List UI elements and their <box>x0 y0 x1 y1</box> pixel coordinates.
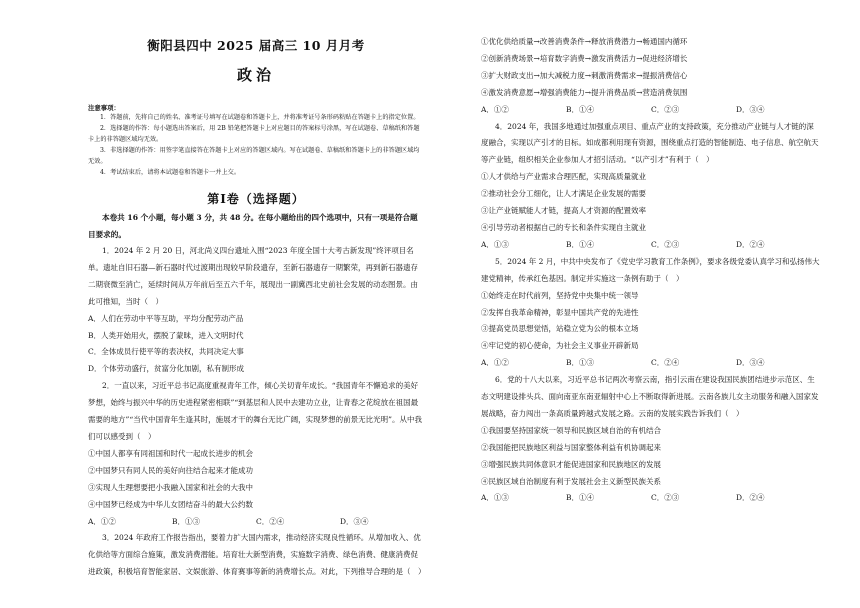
notice-heading: 注意事项： <box>88 104 120 112</box>
choice-c: C．②③ <box>651 104 680 114</box>
question-6 <box>481 372 821 507</box>
question-statement: ④激发消费意愿→增强消费能力→提升消费品质→营造消费氛围 <box>481 87 688 97</box>
notice-item: 2．选择题的作答：每小题选出答案后，用 2B 铅笔把答题卡上对应题目的答案标号涂黑，写在试题卷、草稿纸和答题卡上的非答题区域均无效。 <box>88 125 420 143</box>
question-stem: 2．一直以来，习近平总书记高度重视青年工作，倾心关切青年成长。“我国青年不懈追求的美好梦想，始终与振兴中华的历史进程紧密相联”“到基层和人民中去建功立业，让青春之花绽放在祖国最需要的地方”“当代中国青年生逢其时，施展才干的舞台无比广阔，实现梦想的前景无比光明”。从中我们可以感受到（ ） <box>88 381 423 441</box>
question-statement: ④引导劳动者根据自己的专长和条件实现自主就业 <box>481 222 646 232</box>
choice-d: D．③④ <box>736 104 765 114</box>
question-statement: ③实现人生理想要把小我融入国家和社会的大我中 <box>88 482 253 492</box>
question-5 <box>481 254 821 372</box>
question-statement: ③扩大财政支出→加大减税力度→刺激消费需求→提振消费信心 <box>481 70 688 80</box>
right-column <box>481 0 821 507</box>
question-statement: ③让产业链赋能人才链，提高人才资源的配置效率 <box>481 206 646 216</box>
choice-c: C．②④ <box>651 358 680 368</box>
subject-title: 政治 <box>236 66 275 84</box>
notice-item: 1．答题前，先将自己的姓名、准考证号填写在试题卷和答题卡上，并将准考证号条形码粘贴在答题卡上的指定位置。 <box>100 114 420 121</box>
question-statement: ②创新消费场景→培育数字消费→激发消费活力→促进经济增长 <box>481 53 688 63</box>
question-option: A．人们在劳动中平等互助，平均分配劳动产品 <box>88 313 244 323</box>
question-statement: ③提高党员思想觉悟，站稳立党为公的根本立场 <box>481 324 639 334</box>
question-2 <box>88 378 424 530</box>
question-option: C．全体成员行使平等的表决权，共同决定大事 <box>88 347 244 357</box>
question-statement: ③增强民族共同体意识才能促进国家和民族地区的发展 <box>481 459 661 469</box>
exam-title: 衡阳县四中 2025 届高三 10 月月考 <box>147 38 365 53</box>
answer-choices <box>481 490 821 507</box>
choice-d: D．②④ <box>736 493 765 503</box>
choice-a: A．①② <box>88 516 116 526</box>
choice-d: D．③④ <box>736 358 765 368</box>
answer-choices <box>481 237 821 254</box>
question-statement: ②我国能把民族地区利益与国家整体利益有机协调起来 <box>481 442 661 452</box>
choice-a: A．①② <box>481 358 509 368</box>
choice-d: D．②④ <box>736 239 765 249</box>
answer-choices <box>88 514 424 531</box>
section-title: 第Ⅰ卷（选择题） <box>207 192 305 206</box>
choice-b: B．①④ <box>566 104 595 114</box>
question-3-start <box>88 530 426 577</box>
question-option: D．个体劳动盛行，贫富分化加剧，私有制形成 <box>88 364 245 374</box>
question-statement: ①始终走在时代前列，坚持党中央集中统一领导 <box>481 290 639 300</box>
choice-b: B．①③ <box>172 516 201 526</box>
question-statement: ④民族区域自治制度有利于发展社会主义新型民族关系 <box>481 476 661 486</box>
question-statement: ②中国梦只有同人民的美好向往结合起来才能成功 <box>88 465 253 475</box>
choice-b: B．①④ <box>566 239 595 249</box>
choice-d: D．③④ <box>340 516 369 526</box>
choice-a: A．①③ <box>481 493 509 503</box>
choice-b: B．①④ <box>566 493 595 503</box>
choice-a: A．①③ <box>481 239 509 249</box>
question-statement: ②推动社会分工细化，让人才满足企业发展的需要 <box>481 189 646 199</box>
question-statement: ①优化供给质量→改善消费条件→释放消费潜力→畅通国内循环 <box>481 37 688 46</box>
question-statement: ①人才供给与产业需求合理匹配，实现高质量就业 <box>481 172 646 182</box>
question-stem: 4．2024 年，我国多地通过加强重点项目、重点产业的支持政策，充分推动产业链与人才链的深度融合，实现以产引才的目标。如成都利用现有资源，围绕重点打造的智能制造、电子信息、航空航天等产业链，组织相关企业参加人才招引活动。“以产引才”有利于（ ） <box>481 121 819 165</box>
question-3-cont <box>481 34 821 119</box>
choice-c: C．②③ <box>651 493 680 503</box>
choice-a: A．①② <box>481 104 509 114</box>
question-4 <box>481 119 821 254</box>
notice-item: 3．非选择题的作答：用签字笔直接答在答题卡上对应的答题区域内。写在试题卷、草稿纸和答题卡上的非答题区域均无效。 <box>88 147 420 165</box>
question-stem: 1．2024 年 2 月 20 日，河北尚义四台遗址入围“2023 年度全国十大考古新发现”终评项目名单。遗址自旧石器—新石器时代过渡期出现较早阶段遗存，至新石器遗存一期繁荣，再到新石器遗存二期衰微至消亡，延续时间从万年前后至五六千年，展现出一副冀西北史前社会发展的动态图景。由此可推知，当时（ ） <box>88 246 418 306</box>
question-stem: 6．党的十八大以来，习近平总书记两次考察云南，指引云南在建设我国民族团结进步示范区、生态文明建设排头兵、面向南亚东南亚辐射中心上不断取得新进展。云南各族儿女主动服务和融入国家发展战略，奋力闯出一条高质量跨越式发展之路。云南的发展实践告诉我们（ ） <box>481 375 819 418</box>
notice-item: 4．考试结束后，请将本试题卷和答题卡一并上交。 <box>100 169 241 176</box>
question-statement: ①我国要坚持国家统一领导和民族区域自治的有机结合 <box>481 425 661 435</box>
choice-c: C．②③ <box>651 239 680 249</box>
choice-c: C．②④ <box>256 516 285 526</box>
section-instruction: 本卷共 16 个小题，每小题 3 分，共 48 分。在每小题给出的四个选项中，只有一项是符合题目要求的。 <box>88 213 418 239</box>
question-statement: ①中国人都享有同祖国和时代一起成长进步的机会 <box>88 448 253 458</box>
left-column <box>88 0 426 577</box>
answer-choices <box>481 102 821 119</box>
question-statement: ④中国梦已经成为中华儿女团结奋斗的最大公约数 <box>88 499 253 509</box>
question-stem: 3．2024 年政府工作报告指出，要着力扩大国内需求，推动经济实现良性循环。从增加收入、优化供给等方面综合施策，激发消费潜能。培育壮大新型消费，实施数字消费、绿色消费、健康消费促进政策，积极培育智能家居、文娱旅游、体育赛事等新的消费增长点。对此，下列推导合理的是（ ） <box>88 533 426 577</box>
question-stem: 5．2024 年 2 月，中共中央发布了《党史学习教育工作条例》，要求各级党委认真学习和弘扬伟大建党精神，传承红色基因。制定并实施这一条例有助于（ ） <box>481 256 820 283</box>
question-option: B．人类开始用火，摆脱了蒙昧，进入文明时代 <box>88 330 244 340</box>
question-statement: ②发挥自我革命精神，彰显中国共产党的先进性 <box>481 307 639 317</box>
question-statement: ④牢记党的初心使命，为社会主义事业开辟新局 <box>481 341 639 351</box>
question-1 <box>88 243 424 378</box>
answer-choices <box>481 355 821 372</box>
choice-b: B．①③ <box>566 358 595 368</box>
